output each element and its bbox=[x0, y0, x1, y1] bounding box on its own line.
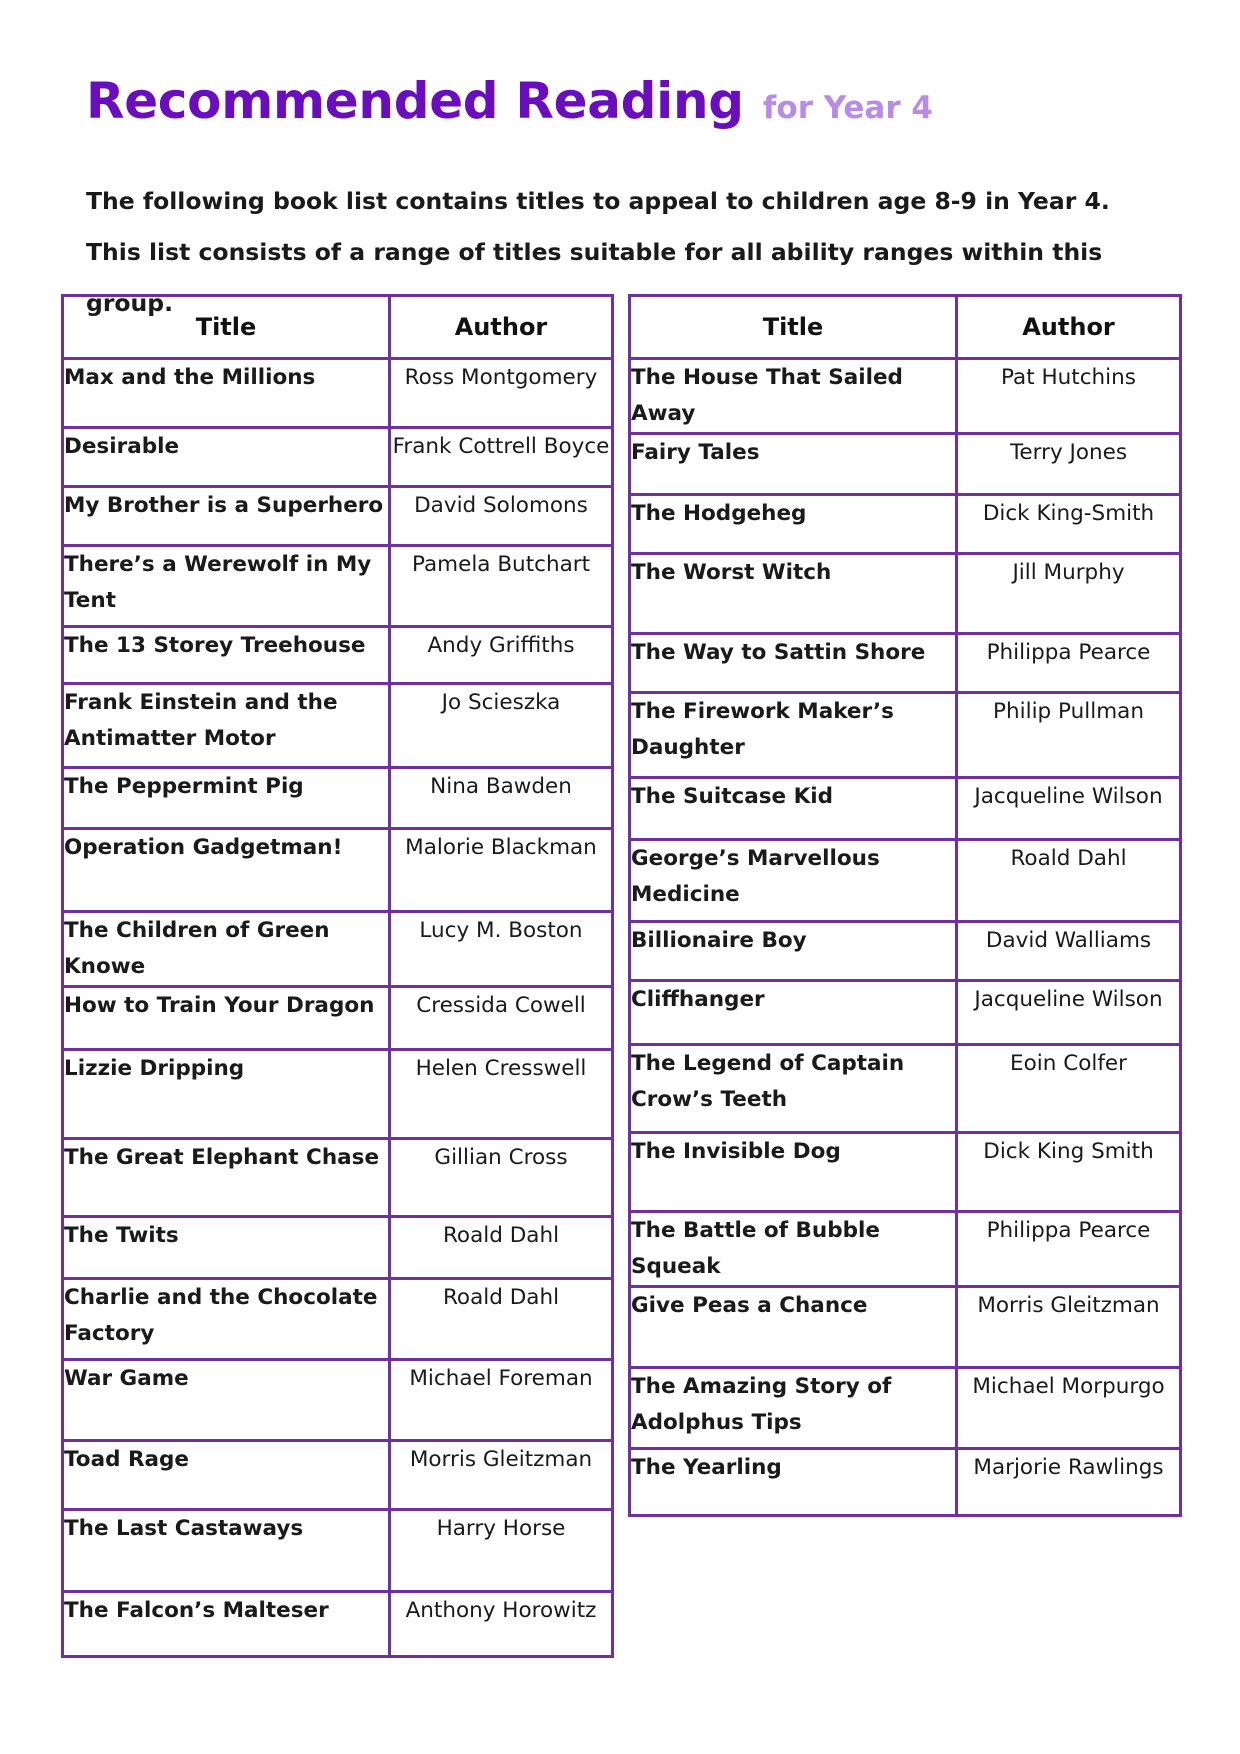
book-author: Morris Gleitzman bbox=[390, 1441, 613, 1510]
book-author: Roald Dahl bbox=[957, 840, 1181, 922]
book-title: The Invisible Dog bbox=[630, 1133, 957, 1212]
title-main: Recommended Reading bbox=[86, 72, 744, 130]
table-row bbox=[630, 922, 1181, 981]
book-author: Jacqueline Wilson bbox=[957, 778, 1181, 840]
title-sub: for Year 4 bbox=[762, 90, 933, 126]
table-row bbox=[63, 1592, 613, 1657]
book-title: Frank Einstein and the Antimatter Motor bbox=[63, 684, 390, 768]
book-title: The Children of Green Knowe bbox=[63, 912, 390, 987]
book-author: Dick King Smith bbox=[957, 1133, 1181, 1212]
table-row bbox=[630, 1212, 1181, 1287]
table-row bbox=[630, 1449, 1181, 1516]
book-author: Philip Pullman bbox=[957, 693, 1181, 778]
book-author: Jill Murphy bbox=[957, 554, 1181, 634]
table-row bbox=[630, 495, 1181, 554]
book-title: The Suitcase Kid bbox=[630, 778, 957, 840]
book-title: The House That Sailed Away bbox=[630, 359, 957, 434]
table-row bbox=[630, 981, 1181, 1045]
table-row bbox=[630, 1368, 1181, 1449]
book-title: Max and the Millions bbox=[63, 359, 390, 428]
book-author: Helen Cresswell bbox=[390, 1050, 613, 1139]
table-row bbox=[630, 554, 1181, 634]
intro-paragraph: The following book list contains titles to appeal to children age 8-9 in Year 4. This list consists of a range of titles suitable for all ability ranges within this group. bbox=[86, 187, 1110, 317]
book-author: Jo Scieszka bbox=[390, 684, 613, 768]
book-author: Cressida Cowell bbox=[390, 987, 613, 1050]
table-row bbox=[63, 627, 613, 684]
table-row bbox=[63, 1510, 613, 1592]
table-row bbox=[63, 428, 613, 487]
table-header-row bbox=[63, 296, 613, 359]
book-title: The Legend of Captain Crow’s Teeth bbox=[630, 1045, 957, 1133]
table-row bbox=[630, 1045, 1181, 1133]
table-row bbox=[63, 359, 613, 428]
book-title: War Game bbox=[63, 1360, 390, 1441]
book-title: Lizzie Dripping bbox=[63, 1050, 390, 1139]
table-row bbox=[63, 912, 613, 987]
table-row bbox=[63, 768, 613, 829]
book-title: Give Peas a Chance bbox=[630, 1287, 957, 1368]
table-row bbox=[63, 829, 613, 912]
table-row bbox=[63, 487, 613, 546]
book-title: The Last Castaways bbox=[63, 1510, 390, 1592]
book-author: Gillian Cross bbox=[390, 1139, 613, 1217]
book-title: The Great Elephant Chase bbox=[63, 1139, 390, 1217]
table-row bbox=[63, 546, 613, 627]
book-author: Morris Gleitzman bbox=[957, 1287, 1181, 1368]
book-title: Fairy Tales bbox=[630, 434, 957, 495]
book-title: Cliffhanger bbox=[630, 981, 957, 1045]
book-author: Marjorie Rawlings bbox=[957, 1449, 1181, 1516]
book-author: Philippa Pearce bbox=[957, 1212, 1181, 1287]
book-title: My Brother is a Superhero bbox=[63, 487, 390, 546]
book-author: David Solomons bbox=[390, 487, 613, 546]
book-title: The Amazing Story of Adolphus Tips bbox=[630, 1368, 957, 1449]
page-title bbox=[86, 72, 933, 130]
book-author: David Walliams bbox=[957, 922, 1181, 981]
book-author: Terry Jones bbox=[957, 434, 1181, 495]
book-author: Pat Hutchins bbox=[957, 359, 1181, 434]
table-row bbox=[63, 684, 613, 768]
book-author: Jacqueline Wilson bbox=[957, 981, 1181, 1045]
book-title: The Peppermint Pig bbox=[63, 768, 390, 829]
book-author: Michael Morpurgo bbox=[957, 1368, 1181, 1449]
table-row bbox=[63, 1139, 613, 1217]
book-author: Nina Bawden bbox=[390, 768, 613, 829]
book-title: Charlie and the Chocolate Factory bbox=[63, 1279, 390, 1360]
book-author: Roald Dahl bbox=[390, 1279, 613, 1360]
book-table-right bbox=[628, 294, 1182, 1517]
book-author: Frank Cottrell Boyce bbox=[390, 428, 613, 487]
table-row bbox=[63, 1217, 613, 1279]
table-row bbox=[63, 1050, 613, 1139]
table-row bbox=[630, 1133, 1181, 1212]
table-row bbox=[630, 634, 1181, 693]
column-header-author: Author bbox=[957, 296, 1181, 359]
table-header-row bbox=[630, 296, 1181, 359]
table-row bbox=[630, 359, 1181, 434]
table-row bbox=[63, 1360, 613, 1441]
book-title: Billionaire Boy bbox=[630, 922, 957, 981]
table-row bbox=[63, 987, 613, 1050]
book-author: Pamela Butchart bbox=[390, 546, 613, 627]
book-title: George’s Marvellous Medicine bbox=[630, 840, 957, 922]
book-author: Andy Griffiths bbox=[390, 627, 613, 684]
table-row bbox=[63, 1441, 613, 1510]
table-row bbox=[630, 693, 1181, 778]
table-row bbox=[63, 1279, 613, 1360]
book-title: The Way to Sattin Shore bbox=[630, 634, 957, 693]
book-title: The Falcon’s Malteser bbox=[63, 1592, 390, 1657]
book-author: Michael Foreman bbox=[390, 1360, 613, 1441]
book-author: Harry Horse bbox=[390, 1510, 613, 1592]
book-author: Lucy M. Boston bbox=[390, 912, 613, 987]
book-title: The Hodgeheg bbox=[630, 495, 957, 554]
book-author: Roald Dahl bbox=[390, 1217, 613, 1279]
book-author: Malorie Blackman bbox=[390, 829, 613, 912]
book-title: The Firework Maker’s Daughter bbox=[630, 693, 957, 778]
book-title: The Worst Witch bbox=[630, 554, 957, 634]
table-row bbox=[630, 778, 1181, 840]
book-author: Eoin Colfer bbox=[957, 1045, 1181, 1133]
column-header-title: Title bbox=[63, 296, 390, 359]
book-title: Toad Rage bbox=[63, 1441, 390, 1510]
book-author: Ross Montgomery bbox=[390, 359, 613, 428]
book-title: Operation Gadgetman! bbox=[63, 829, 390, 912]
column-header-title: Title bbox=[630, 296, 957, 359]
table-row bbox=[630, 1287, 1181, 1368]
book-title: Desirable bbox=[63, 428, 390, 487]
book-title: The Battle of Bubble Squeak bbox=[630, 1212, 957, 1287]
book-author: Dick King-Smith bbox=[957, 495, 1181, 554]
book-title: How to Train Your Dragon bbox=[63, 987, 390, 1050]
table-row bbox=[630, 434, 1181, 495]
book-author: Philippa Pearce bbox=[957, 634, 1181, 693]
column-header-author: Author bbox=[390, 296, 613, 359]
book-title: There’s a Werewolf in My Tent bbox=[63, 546, 390, 627]
table-row bbox=[630, 840, 1181, 922]
book-title: The Yearling bbox=[630, 1449, 957, 1516]
book-author: Anthony Horowitz bbox=[390, 1592, 613, 1657]
book-title: The 13 Storey Treehouse bbox=[63, 627, 390, 684]
book-table-left bbox=[61, 294, 614, 1658]
book-title: The Twits bbox=[63, 1217, 390, 1279]
